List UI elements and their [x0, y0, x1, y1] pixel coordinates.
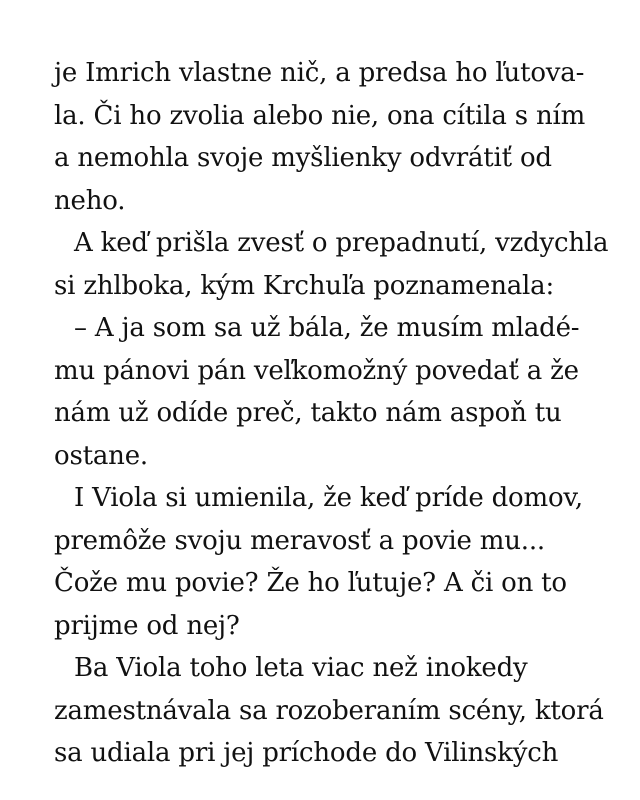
text-line: la. Či ho zvolia alebo nie, ona cítila s ním [54, 100, 586, 131]
text-line: prijme od nej? [54, 610, 240, 641]
text-line: ostane. [54, 440, 148, 471]
text-line: neho. [54, 185, 126, 216]
text-line: Čože mu povie? Že ho ľutuje? A či on to [54, 568, 567, 598]
text-line: a nemohla svoje myšlienky odvrátiť od [54, 143, 552, 173]
text-line: si zhlboka, kým Krchuľa poznamenala: [54, 270, 555, 301]
dialogue-start-line: – A ja som sa už bála, že musím mladé- [74, 313, 580, 343]
paragraph-start-line: Ba Viola toho leta viac než inokedy [74, 653, 528, 683]
paragraph-start-line: I Viola si umienila, že keď príde domov, [74, 483, 583, 513]
paragraph-start-line: A keď prišla zvesť o prepadnutí, vzdychla [74, 228, 609, 258]
text-line: zamestnávala sa rozoberaním scény, ktorá [54, 695, 604, 726]
text-line: mu pánovi pán veľkomožný povedať a že [54, 355, 579, 386]
text-line: je Imrich vlastne nič, a predsa ho ľutova- [54, 58, 585, 88]
text-line: nám už odíde preč, takto nám aspoň tu [54, 398, 562, 428]
book-text [54, 52, 609, 775]
text-line: sa udiala pri jej príchode do Vilinských [54, 738, 559, 768]
text-line: premôže svoju meravosť a povie mu... [54, 525, 545, 556]
